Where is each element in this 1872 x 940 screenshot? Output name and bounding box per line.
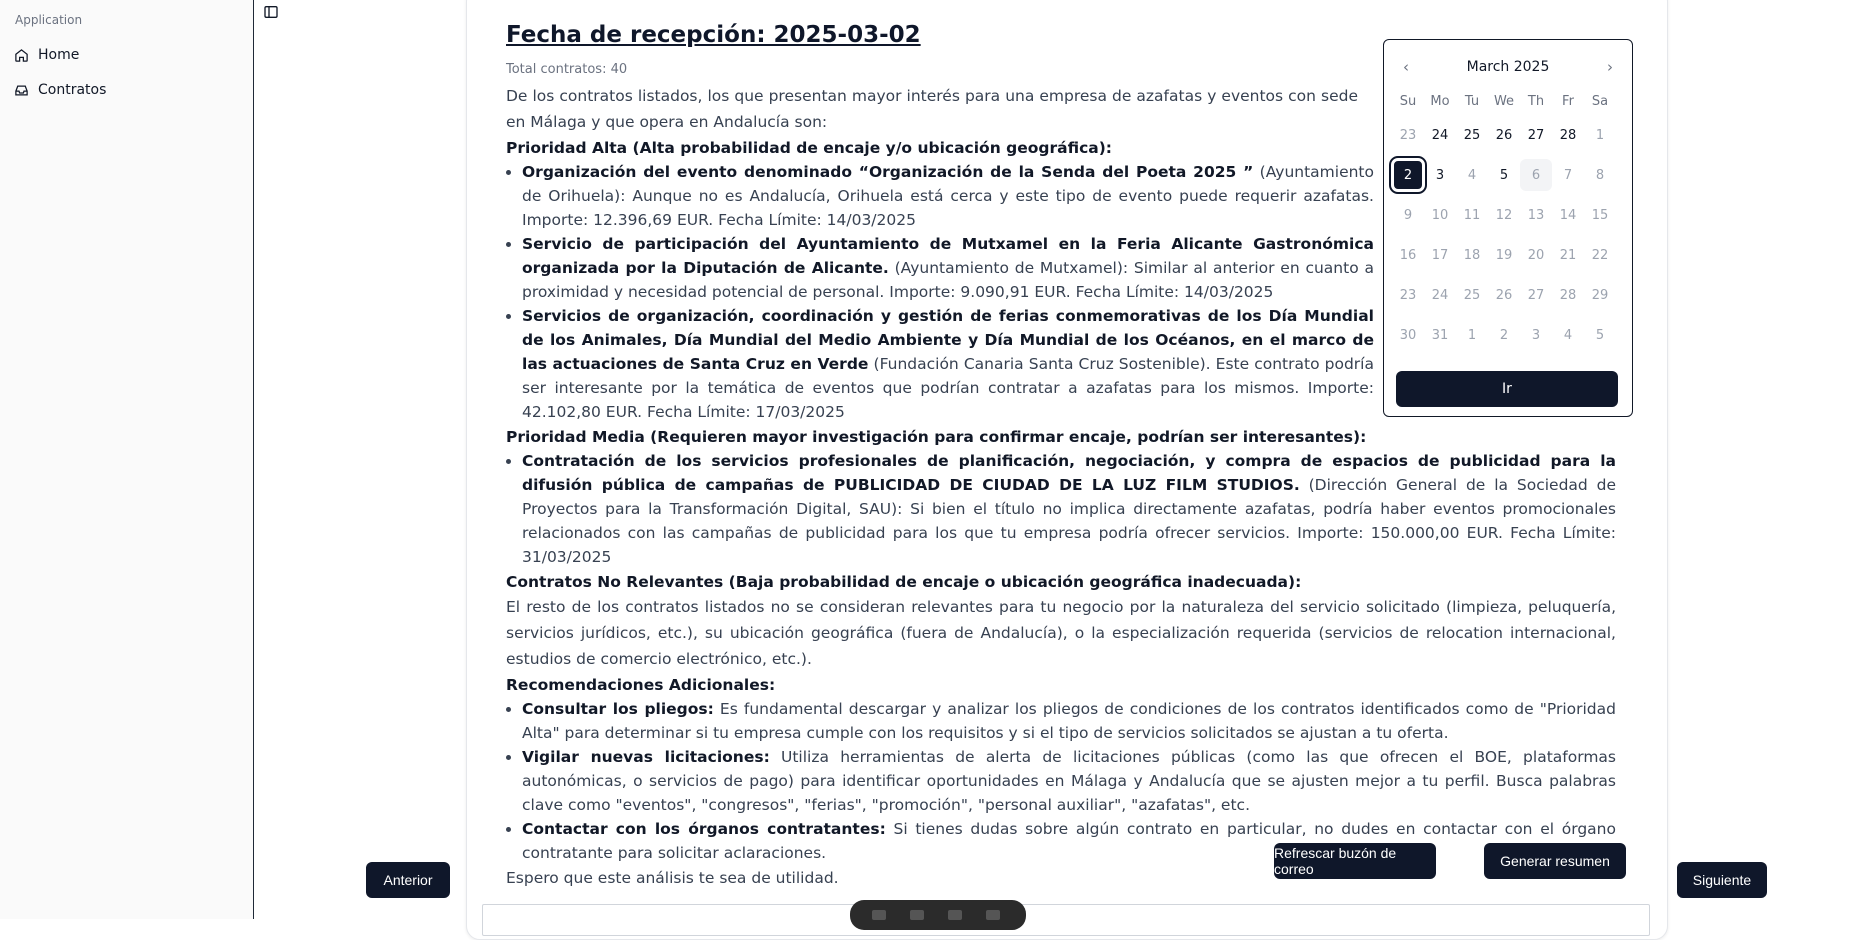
item-title: Contratación de los servicios profesionales de planificación, negociación, y compra de espacios de publicidad para la difusión pública de campañas de PUBLICIDAD DE CIUDAD DE LA LUZ FILM STUDIOS.: [522, 452, 1616, 494]
sidebar-item-contratos[interactable]: [14, 76, 106, 104]
total-contracts: Total contratos: 40: [506, 62, 628, 77]
calendar-day[interactable]: 19: [1495, 247, 1513, 263]
home-icon: [14, 48, 29, 63]
calendar-day[interactable]: 2: [1392, 159, 1424, 191]
chevron-right-icon[interactable]: ›: [1607, 58, 1613, 76]
calendar-day[interactable]: 4: [1467, 167, 1477, 183]
previous-button[interactable]: Anterior: [366, 862, 450, 898]
item-title: Servicio de participación del Ayuntamiento de Mutxamel en la Feria Alicante Gastronómica organizada por la Diputación de Alicante.: [522, 235, 1374, 277]
calendar-day[interactable]: 20: [1527, 247, 1545, 263]
calendar-day[interactable]: 7: [1563, 167, 1573, 183]
calendar-day[interactable]: 23: [1399, 127, 1417, 143]
sidebar: [0, 0, 254, 919]
list-item: [522, 160, 1374, 232]
item-text: (Fundación Canaria Santa Cruz Sostenible). Este contrato podría ser interesante por la temática de eventos que podrían contratar a azafatas para los mismos. Importe: 42.102,80 EUR. Fecha Límite: 17/03/2025: [522, 355, 1374, 421]
calendar-day[interactable]: 1: [1467, 327, 1477, 343]
calendar-day[interactable]: 27: [1527, 287, 1545, 303]
weekday-label: Fr: [1562, 94, 1574, 109]
recommendations-list: [506, 697, 1616, 865]
calendar-day[interactable]: 21: [1559, 247, 1577, 263]
high-priority-heading: Prioridad Alta (Alta probabilidad de encaje y/o ubicación geográfica):: [506, 139, 1112, 157]
calendar-day[interactable]: 26: [1495, 287, 1513, 303]
list-item: [522, 232, 1374, 304]
calendar-day[interactable]: 3: [1531, 327, 1541, 343]
refresh-mailbox-button[interactable]: Refrescar buzón de correo: [1274, 843, 1436, 879]
item-title: Servicios de organización, coordinación y gestión de ferias conmemorativas de los Día Mundial de los Animales, Día Mundial del Medio Ambiente y Día Mundial de los Océanos, en el marco de las actuaciones de Santa Cruz en Verde: [522, 307, 1374, 373]
calendar-day[interactable]: 24: [1431, 287, 1449, 303]
item-title: Vigilar nuevas licitaciones:: [522, 748, 770, 766]
list-item: [522, 697, 1616, 745]
calendar-day[interactable]: 30: [1399, 327, 1417, 343]
calendar-day[interactable]: 8: [1595, 167, 1605, 183]
calendar-day[interactable]: 23: [1399, 287, 1417, 303]
calendar-month-label: March 2025: [1466, 59, 1550, 75]
calendar-day[interactable]: 17: [1431, 247, 1449, 263]
irrelevant-text: El resto de los contratos listados no se consideran relevantes para tu negocio por la naturaleza del servicio solicitado (limpieza, peluquería, servicios jurídicos, etc.), su ubicación geográfica (fuera de Andalucía), o la especialización requerida (servicios de relocation internacional, estudios de comercio electrónico, etc.).: [506, 598, 1616, 668]
item-text: Utiliza herramientas de alerta de licitaciones públicas (como las que ofrecen el BOE, plataformas autonómicas, o servicios de pago) para identificar oportunidades en Málaga y Andalucía que se ajusten mejor a tu perfil. Busca palabras clave como "eventos", "congresos", "ferias", "promoción", "personal auxiliar", "azafatas", etc.: [522, 748, 1616, 814]
bottom-panel: [482, 904, 1650, 936]
generate-summary-button[interactable]: Generar resumen: [1484, 843, 1626, 879]
medium-priority-heading: Prioridad Media (Requieren mayor investigación para confirmar encaje, podrían ser interesantes):: [506, 428, 1367, 446]
calendar-day[interactable]: 25: [1463, 287, 1481, 303]
calendar-day[interactable]: 14: [1559, 207, 1577, 223]
weekday-label: Th: [1527, 94, 1545, 109]
calendar-day[interactable]: 28: [1559, 127, 1577, 143]
calendar-day[interactable]: 2: [1499, 327, 1509, 343]
item-text: (Dirección General de la Sociedad de Proyectos para la Transformación Digital, SAU): Si bien el título no implica directamente azafatas, podría haber eventos promocionales relacionados con las campañas de publicidad para los que tu empresa podría ofrecer servicios. Importe: 150.000,00 EUR. Fecha Límite: 31/03/2025: [522, 476, 1616, 566]
calendar-day[interactable]: 29: [1591, 287, 1609, 303]
calendar-day[interactable]: 12: [1495, 207, 1513, 223]
calendar-day[interactable]: 22: [1591, 247, 1609, 263]
calendar-day[interactable]: 6: [1520, 159, 1552, 191]
calendar-day[interactable]: 11: [1463, 207, 1481, 223]
calendar-day[interactable]: 10: [1431, 207, 1449, 223]
sidebar-item-label: Home: [38, 47, 80, 63]
report-closing: Espero que este análisis te sea de utilidad.: [506, 869, 839, 887]
item-title: Organización del evento denominado “Organización de la Senda del Poeta 2025 ”: [522, 163, 1254, 181]
next-button[interactable]: Siguiente: [1677, 862, 1767, 898]
chevron-left-icon[interactable]: ‹: [1403, 58, 1409, 76]
inbox-icon: [14, 83, 29, 98]
floating-toolbar: [850, 900, 1026, 930]
calendar-day[interactable]: 1: [1595, 127, 1605, 143]
calendar-day[interactable]: 16: [1399, 247, 1417, 263]
sidebar-group-label: Application: [15, 13, 83, 27]
date-picker: [1383, 39, 1633, 417]
item-text: (Ayuntamiento de Orihuela): Aunque no es Andalucía, Orihuela está cerca y este tipo de evento puede requerir azafatas. Importe: 12.396,69 EUR. Fecha Límite: 14/03/2025: [522, 163, 1374, 229]
weekday-label: We: [1493, 94, 1515, 109]
irrelevant-heading: Contratos No Relevantes (Baja probabilidad de encaje o ubicación geográfica inadecuada):: [506, 573, 1302, 591]
weekday-label: Su: [1399, 94, 1417, 109]
item-title: Contactar con los órganos contratantes:: [522, 820, 886, 838]
sidebar-toggle-icon[interactable]: [263, 4, 279, 20]
calendar-day[interactable]: 13: [1527, 207, 1545, 223]
calendar-day[interactable]: 5: [1499, 167, 1509, 183]
calendar-day[interactable]: 31: [1431, 327, 1449, 343]
page-title: Fecha de recepción: 2025-03-02: [506, 22, 921, 48]
go-button[interactable]: Ir: [1396, 371, 1618, 407]
item-text: (Ayuntamiento de Mutxamel): Similar al anterior en cuanto a proximidad y necesidad potencial de personal. Importe: 9.090,91 EUR. Fecha Límite: 14/03/2025: [522, 259, 1374, 301]
sidebar-item-label: Contratos: [38, 82, 107, 98]
calendar-day[interactable]: 4: [1563, 327, 1573, 343]
calendar-day[interactable]: 5: [1595, 327, 1605, 343]
calendar-day[interactable]: 9: [1403, 207, 1413, 223]
calendar-day[interactable]: 3: [1435, 167, 1445, 183]
calendar-day[interactable]: 25: [1463, 127, 1481, 143]
report-intro: De los contratos listados, los que presentan mayor interés para una empresa de azafatas y eventos con sede en Málaga y que opera en Andalucía son:: [506, 87, 1358, 131]
list-item: [522, 745, 1616, 817]
calendar-day[interactable]: 27: [1527, 127, 1545, 143]
weekday-label: Sa: [1591, 94, 1609, 109]
list-item: [522, 304, 1374, 424]
high-priority-list: [506, 160, 1374, 424]
list-item: [522, 817, 1616, 865]
calendar-day[interactable]: 15: [1591, 207, 1609, 223]
calendar-day[interactable]: 26: [1495, 127, 1513, 143]
calendar-day[interactable]: 28: [1559, 287, 1577, 303]
recommendations-heading: Recomendaciones Adicionales:: [506, 676, 776, 694]
item-title: Consultar los pliegos:: [522, 700, 714, 718]
list-item: [522, 449, 1616, 569]
sidebar-item-home[interactable]: [14, 41, 79, 69]
item-text: Es fundamental descargar y analizar los pliegos de condiciones de los contratos identificados como de "Prioridad Alta" para determinar si tu empresa cumple con los requisitos y si el tipo de servicios solicitados se ajustan a tu oferta.: [522, 700, 1616, 742]
weekday-label: Tu: [1464, 94, 1480, 109]
weekday-label: Mo: [1430, 94, 1450, 109]
calendar-day[interactable]: 18: [1463, 247, 1481, 263]
calendar-day[interactable]: 24: [1431, 127, 1449, 143]
medium-priority-list: [506, 449, 1616, 569]
item-text: Si tienes dudas sobre algún contrato en particular, no dudes en contactar con el órgano contratante para solicitar aclaraciones.: [522, 820, 1616, 862]
